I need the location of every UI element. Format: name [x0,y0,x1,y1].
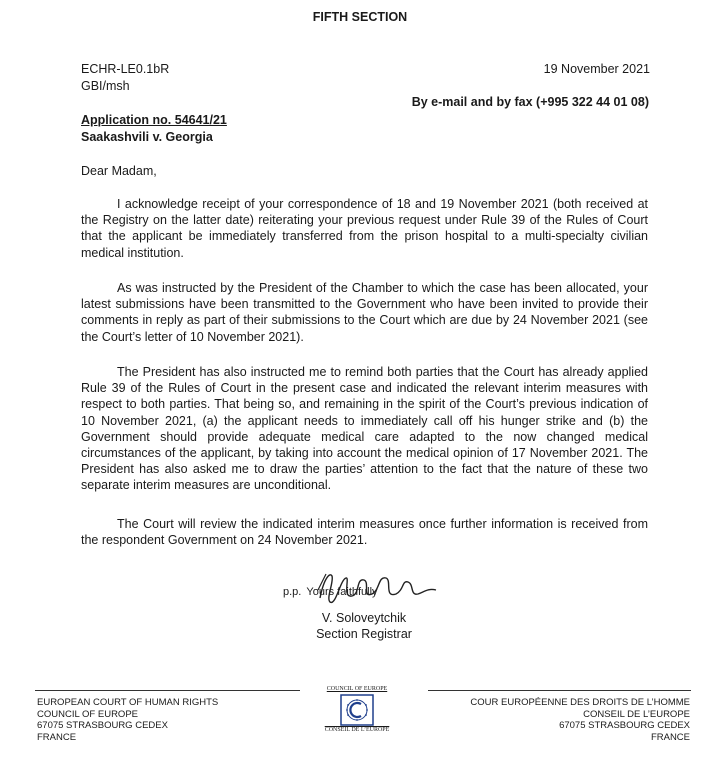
delivery-method: By e-mail and by fax (+995 322 44 01 08) [411,95,649,109]
application-number: Application no. 54641/21 [81,113,227,127]
signatory-title: Section Registrar [316,627,412,641]
handwritten-signature [312,568,442,610]
council-of-europe-logo: COUNCIL OF EUROPE CONSEIL DE L’EUROPE [324,686,390,733]
reference-initials: GBI/msh [81,79,130,93]
closing-phrase: Yours faithfully [306,586,378,598]
logo-emblem-icon [340,694,374,726]
footer-divider-right [428,690,691,691]
paragraph-4: The Court will review the indicated interim measures once further information is received from the respondent Government on 24 November 2021. [81,517,648,548]
paragraph-2: As was instructed by the President of the Chamber to which the case has been allocated, your latest submissions have been transmitted to the Government who have been invited to provide their comments in reply as part of their submissions to the Court which are due by 24 November 2021 (see the Court’s letter of 10 November 2021). [81,281,648,344]
footer-address-french: COUR EUROPÉENNE DES DROITS DE L’HOMME CONSEIL DE L’EUROPE 67075 STRASBOURG CEDEX FRANCE [470,697,690,743]
salutation: Dear Madam, [81,164,157,178]
footer-divider-left [35,690,300,691]
paragraph-3: The President has also instructed me to remind both parties that the Court has already applied Rule 39 of the Rules of Court in the present case and indicated the relevant interim measures with respect to both parties. That being so, and remaining in the spirit of the Court’s previous indication of 10 November 2021, (a) the applicant needs to immediately call off his hunger strike and (b) the Government should provide adequate medical care adapted to the now changed medical circumstances of the applicant, by taking into account the medical opinion of 17 November 2021. The President has also asked me to draw the parties’ attention to the fact that the nature of these two separate interim measures are unconditional. [81,365,648,493]
section-title: FIFTH SECTION [312,10,408,24]
per-procurationem: p.p. [283,586,302,598]
case-name: Saakashvili v. Georgia [81,130,213,144]
reference-code: ECHR-LE0.1bR [81,62,170,76]
signatory-name: V. Soloveytchik [321,611,407,625]
paragraph-1: I acknowledge receipt of your correspondence of 18 and 19 November 2021 (both received at the Registry on the latter date) reiterating your previous request under Rule 39 of the Rules of Court that the applicant be immediately transferred from the prison hospital to a multi-specialty civilian medical institution. [81,197,648,260]
letter-date: 19 November 2021 [543,62,650,76]
footer-address-english: EUROPEAN COURT OF HUMAN RIGHTS COUNCIL OF EUROPE 67075 STRASBOURG CEDEX FRANCE [37,697,219,743]
